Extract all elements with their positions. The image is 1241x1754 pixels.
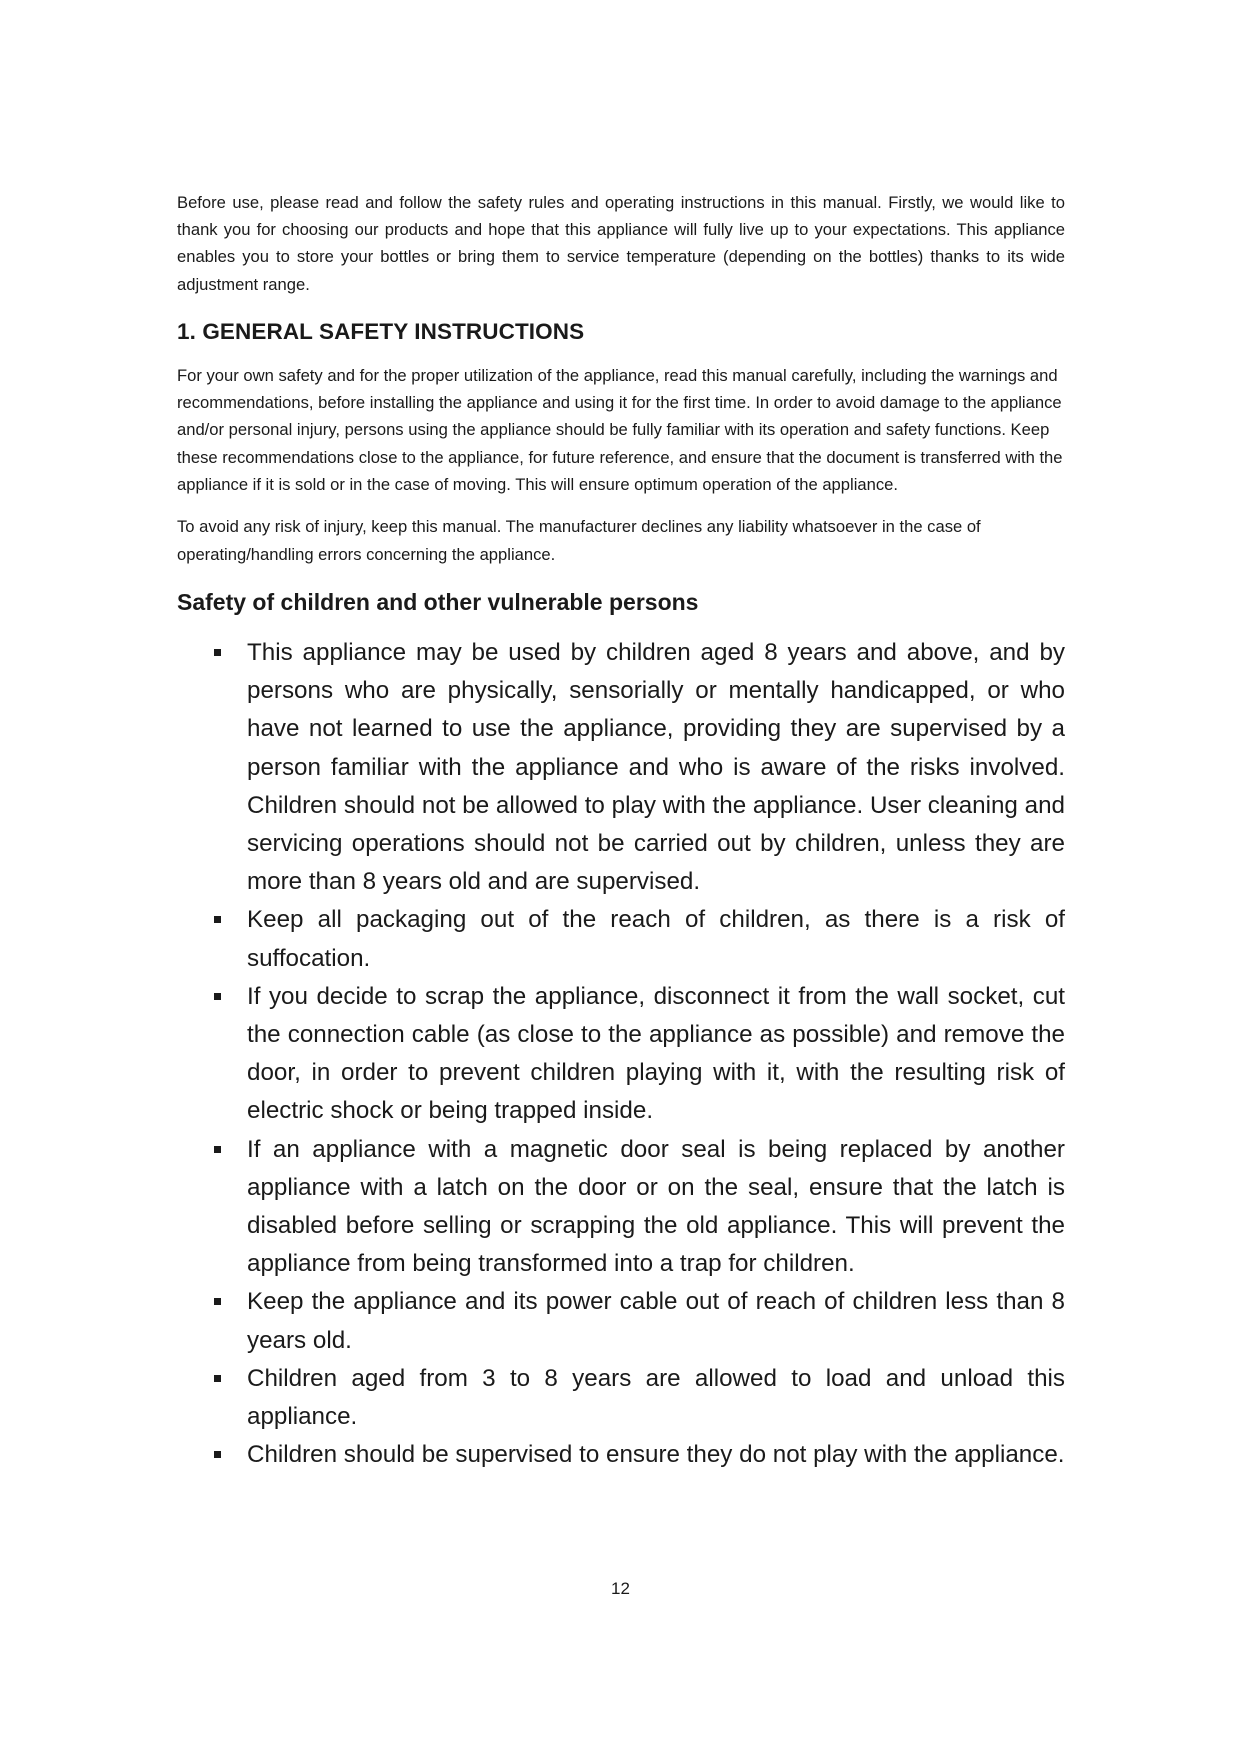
list-item-text: If you decide to scrap the appliance, disconnect it from the wall socket, cut the connection cable (as close to the appliance as possible) and remove the door, in order to prevent children playing with it, with the resulting risk of electric shock or being trapped inside. <box>247 982 1065 1125</box>
square-bullet-icon <box>214 1451 221 1458</box>
square-bullet-icon <box>214 916 221 923</box>
square-bullet-icon <box>214 993 221 1000</box>
list-item <box>177 634 1065 901</box>
page-number: 12 <box>611 1579 630 1598</box>
subsection-title: Safety of children and other vulnerable persons <box>177 588 699 615</box>
list-item <box>177 1131 1065 1284</box>
list-item-text: Keep all packaging out of the reach of children, as there is a risk of suffocation. <box>247 906 1065 972</box>
square-bullet-icon <box>214 1146 221 1153</box>
list-item-text: This appliance may be used by children aged 8 years and above, and by persons who are physically, sensorially or mentally handicapped, or who have not learned to use the appliance, providing they are supervised by a person familiar with the appliance and who is aware of the risks involved. Children should not be allowed to play with the appliance. User cleaning and servicing operations should not be carried out by children, unless they are more than 8 years old and are supervised. <box>247 638 1065 896</box>
safety-paragraph-1: For your own safety and for the proper utilization of the appliance, read this manual carefully, including the warnings and recommendations, before installing the appliance and using it for the first time. In order to avoid damage to the appliance and/or personal injury, persons using the appliance should be fully familiar with its operation and safety functions. Keep these recommendations close to the appliance, for future reference, and ensure that the document is transferred with the appliance if it is sold or in the case of moving. This will ensure optimum operation of the appliance. <box>177 365 1063 494</box>
square-bullet-icon <box>214 649 221 656</box>
list-item <box>177 978 1065 1131</box>
list-item-text: Keep the appliance and its power cable out of reach of children less than 8 years old. <box>247 1288 1065 1354</box>
square-bullet-icon <box>214 1298 221 1305</box>
list-item-text: Children should be supervised to ensure they do not play with the appliance. <box>247 1441 1065 1469</box>
list-item <box>177 1283 1065 1359</box>
square-bullet-icon <box>214 1375 221 1382</box>
list-item <box>177 1360 1065 1436</box>
list-item-text: If an appliance with a magnetic door seal is being replaced by another appliance with a latch on the door or on the seal, ensure that the latch is disabled before selling or scrapping the old appliance. This will prevent the appliance from being transformed into a trap for children. <box>247 1135 1065 1278</box>
page-content <box>177 189 1065 1474</box>
list-item-text: Children aged from 3 to 8 years are allowed to load and unload this appliance. <box>247 1364 1065 1430</box>
list-item <box>177 1436 1065 1474</box>
children-safety-list <box>177 634 1065 1474</box>
intro-paragraph: Before use, please read and follow the safety rules and operating instructions in this manual. Firstly, we would like to thank you for choosing our products and hope that this appliance will fully live up to your expectations. This appliance enables you to store your bottles or bring them to service temperature (depending on the bottles) thanks to its wide adjustment range. <box>177 193 1065 294</box>
section-title: 1. GENERAL SAFETY INSTRUCTIONS <box>177 318 585 344</box>
safety-paragraph-2: To avoid any risk of injury, keep this manual. The manufacturer declines any liability whatsoever in the case of operating/handling errors concerning the appliance. <box>177 517 981 564</box>
list-item <box>177 901 1065 977</box>
